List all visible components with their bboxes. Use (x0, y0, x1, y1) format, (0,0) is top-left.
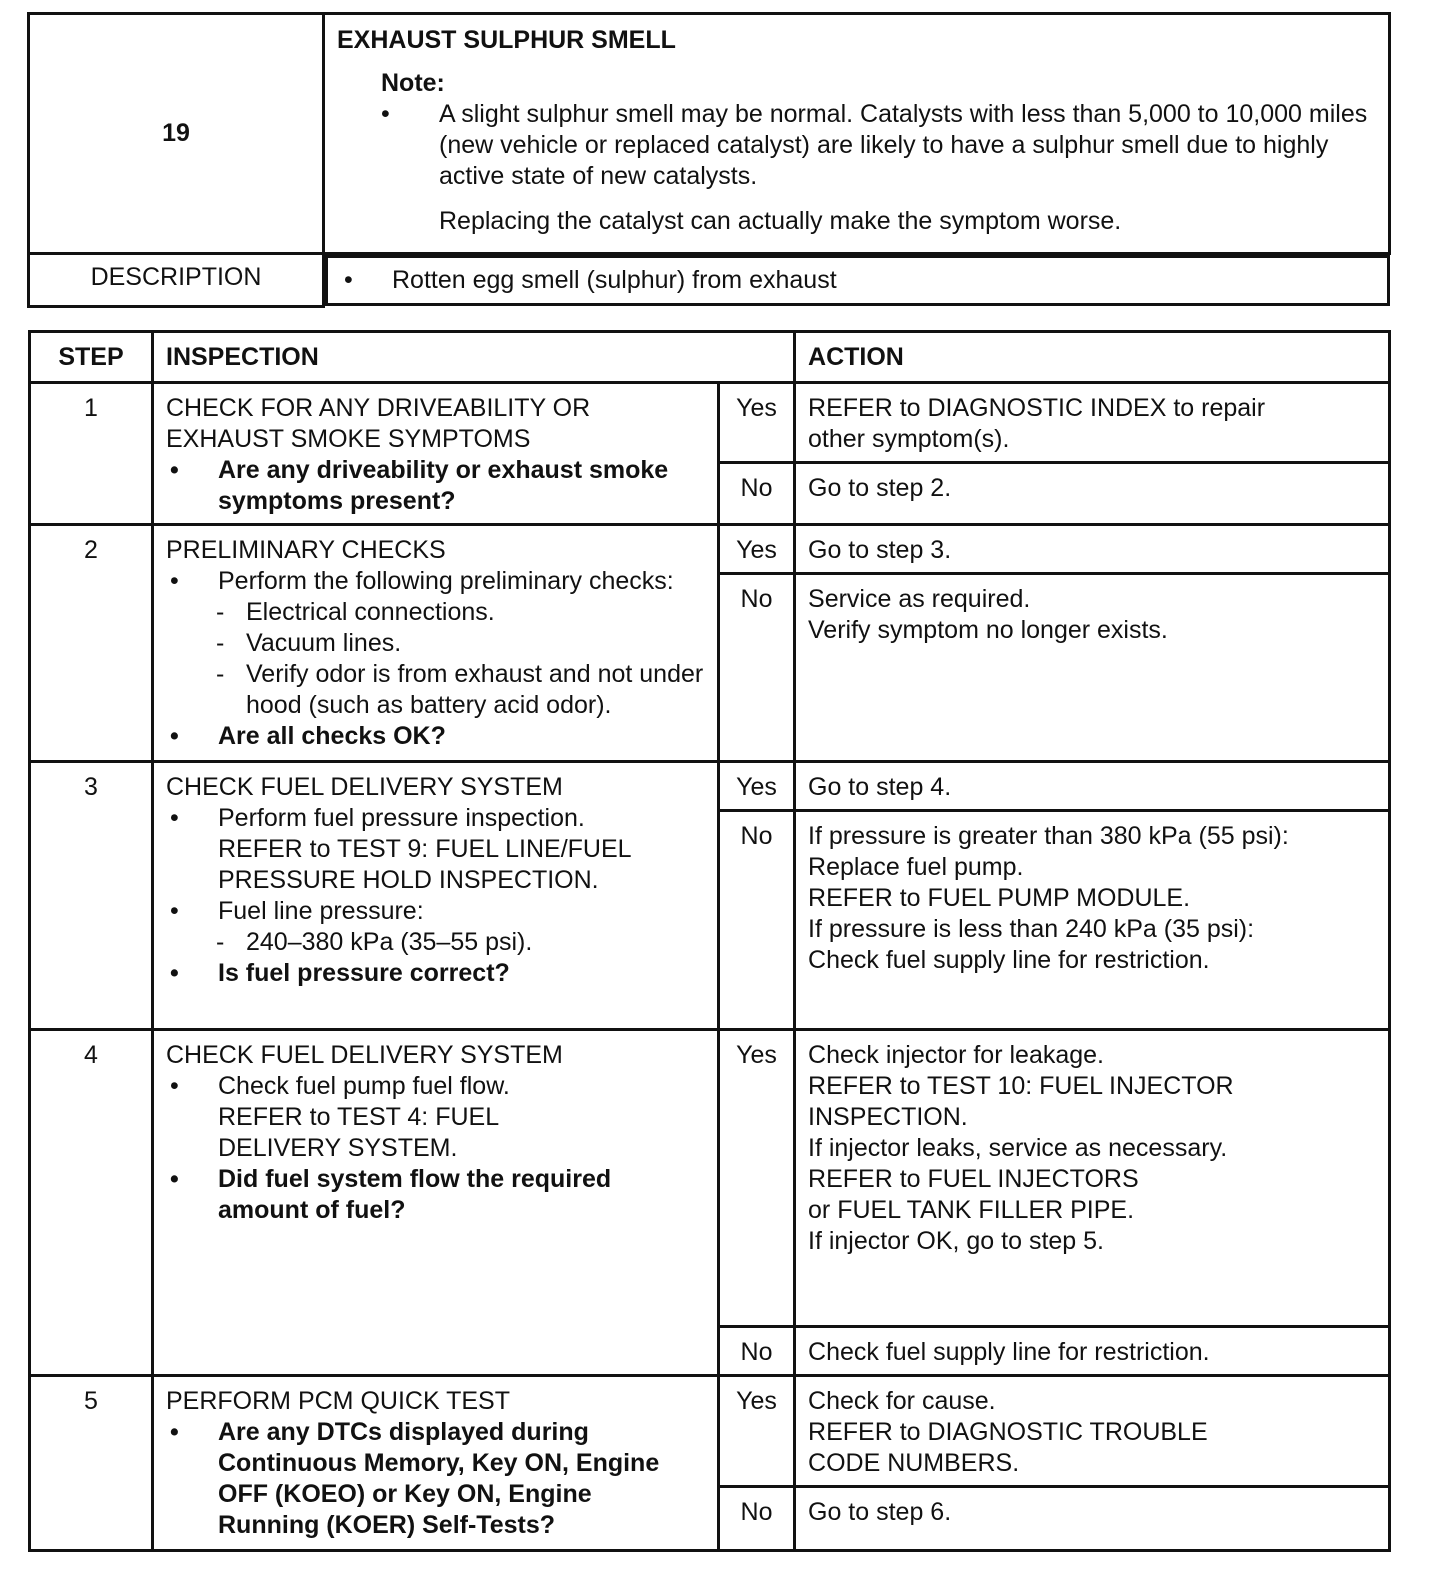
yes-label: Yes (719, 1030, 795, 1327)
inspection-title: EXHAUST SMOKE SYMPTOMS (166, 425, 531, 453)
inspection-title: CHECK FUEL DELIVERY SYSTEM (166, 1041, 563, 1069)
no-action: If pressure is greater than 380 kPa (55 psi): Replace fuel pump. REFER to FUEL PUMP MODULE. If pressure is less than 240 kPa (35 psi): Check fuel supply line for restriction. (795, 811, 1390, 1030)
inspection-cell (153, 1030, 719, 1376)
bullet-glyph: • (344, 266, 353, 294)
inspection-dash-item: - Electrical connections. (216, 598, 495, 626)
inspection-dash-item: - 240–380 kPa (35–55 psi). (216, 928, 533, 956)
yes-action: Go to step 4. (795, 762, 1390, 811)
yes-label: Yes (719, 383, 795, 463)
inspection-cell (153, 762, 719, 1030)
step-number: 4 (30, 1030, 153, 1376)
note-paragraph: Replacing the catalyst can actually make the symptom worse. (439, 207, 1122, 235)
inspection-question: • Are any driveability or exhaust smoke symptoms present? (166, 455, 709, 517)
yes-action: Check for cause. REFER to DIAGNOSTIC TROUBLE CODE NUMBERS. (795, 1376, 1390, 1487)
note-bullet (381, 99, 1374, 192)
inspection-title: PRELIMINARY CHECKS (166, 536, 446, 564)
no-label: No (719, 463, 795, 525)
symptom-title-cell (324, 14, 1390, 254)
inspection-bullet: • Fuel line pressure: (166, 896, 709, 927)
bullet-glyph: • (170, 959, 179, 987)
bullet-glyph: • (170, 804, 179, 832)
bullet-glyph: • (170, 722, 179, 750)
inspection-question: • Did fuel system flow the required amount of fuel? (166, 1164, 709, 1226)
description-label: DESCRIPTION (29, 254, 324, 307)
inspection-title: PERFORM PCM QUICK TEST (166, 1387, 511, 1415)
no-label: No (719, 811, 795, 1030)
yes-label: Yes (719, 525, 795, 574)
bullet-glyph: • (170, 1165, 179, 1193)
description-value-cell (325, 255, 1390, 306)
inspection-title: CHECK FUEL DELIVERY SYSTEM (166, 773, 563, 801)
step-number: 2 (30, 525, 153, 762)
description-value: Rotten egg smell (sulphur) from exhaust (392, 266, 837, 294)
table-row (30, 525, 1390, 574)
no-label: No (719, 574, 795, 762)
bullet-glyph: • (170, 1072, 179, 1100)
no-label: No (719, 1327, 795, 1376)
yes-action: Check injector for leakage. REFER to TEST 10: FUEL INJECTOR INSPECTION. If injector leaks, service as necessary. REFER to FUEL INJECTORS or FUEL TANK FILLER PIPE. If injector OK, go to step 5. (795, 1030, 1390, 1327)
table-row (30, 1030, 1390, 1327)
column-header-inspection: INSPECTION (153, 332, 795, 383)
inspection-cell (153, 1376, 719, 1551)
bullet-glyph: • (170, 1418, 179, 1446)
yes-action: Go to step 3. (795, 525, 1390, 574)
bullet-glyph: • (170, 456, 179, 484)
symptom-number: 19 (29, 14, 324, 254)
symptom-title: EXHAUST SULPHUR SMELL (337, 26, 676, 54)
bullet-glyph: • (170, 897, 179, 925)
no-action: Check fuel supply line for restriction. (795, 1327, 1390, 1376)
bullet-glyph: • (381, 100, 390, 128)
yes-label: Yes (719, 1376, 795, 1487)
inspection-dash-item: - Vacuum lines. (216, 629, 402, 657)
step-number: 5 (30, 1376, 153, 1551)
symptom-header-table (27, 12, 1391, 308)
inspection-bullet: • Perform fuel pressure inspection. REFER to TEST 9: FUEL LINE/FUEL PRESSURE HOLD INSPECTION. (166, 803, 709, 896)
table-row (30, 383, 1390, 463)
note-bullet-text: A slight sulphur smell may be normal. Catalysts with less than 5,000 to 10,000 miles (new vehicle or replaced catalyst) are likely to have a sulphur smell due to highly active state of new catalysts. (439, 100, 1368, 190)
no-action: Go to step 2. (795, 463, 1390, 525)
table-row (30, 762, 1390, 811)
inspection-cell (153, 525, 719, 762)
diagnostic-steps-table (28, 330, 1391, 1552)
step-number: 3 (30, 762, 153, 1030)
column-header-action: ACTION (795, 332, 1390, 383)
inspection-question: • Is fuel pressure correct? (166, 958, 709, 989)
no-action: Go to step 6. (795, 1487, 1390, 1551)
column-header-step: STEP (30, 332, 153, 383)
table-row (30, 1376, 1390, 1487)
bullet-glyph: • (170, 567, 179, 595)
inspection-question: • Are all checks OK? (166, 721, 709, 752)
note-label: Note: (381, 69, 445, 97)
inspection-cell (153, 383, 719, 525)
inspection-bullet: • Perform the following preliminary checks: (166, 566, 709, 597)
inspection-title: CHECK FOR ANY DRIVEABILITY OR (166, 394, 591, 422)
no-label: No (719, 1487, 795, 1551)
inspection-bullet: • Check fuel pump fuel flow. REFER to TEST 4: FUEL DELIVERY SYSTEM. (166, 1071, 709, 1164)
yes-action: REFER to DIAGNOSTIC INDEX to repair other symptom(s). (795, 383, 1390, 463)
step-number: 1 (30, 383, 153, 525)
inspection-dash-item: - Verify odor is from exhaust and not under hood (such as battery acid odor). (216, 660, 704, 719)
no-action: Service as required. Verify symptom no longer exists. (795, 574, 1390, 762)
yes-label: Yes (719, 762, 795, 811)
inspection-question: • Are any DTCs displayed during Continuous Memory, Key ON, Engine OFF (KOEO) or Key ON, Engine Running (KOER) Self-Tests? (166, 1417, 709, 1541)
